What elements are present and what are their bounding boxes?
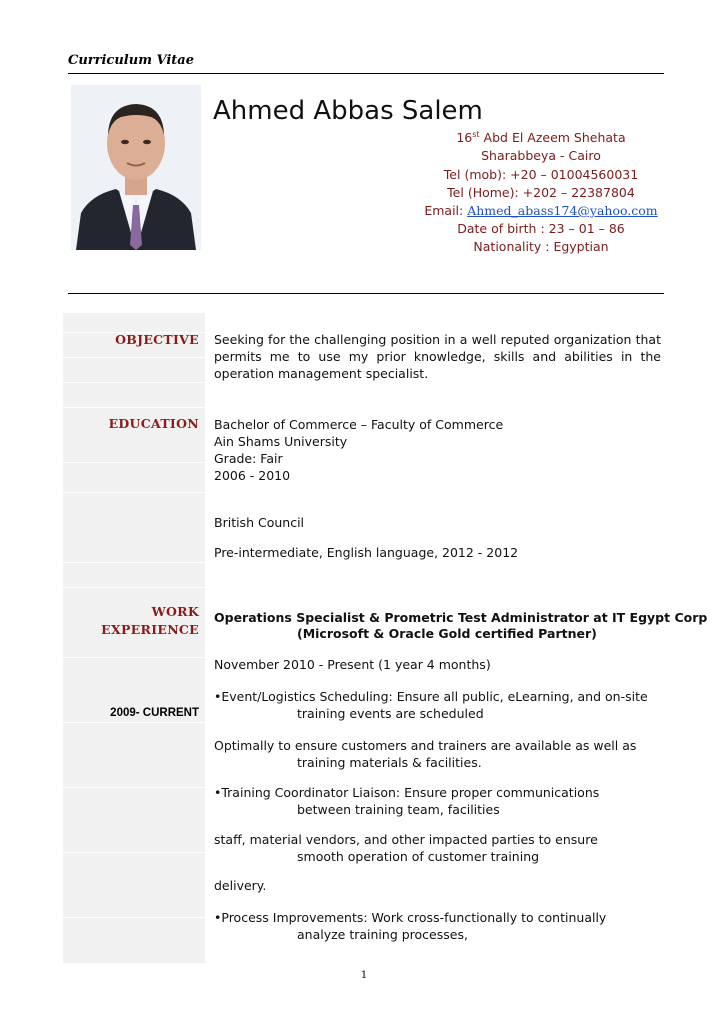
education-years: 2006 - 2010	[214, 468, 291, 483]
home-phone: Tel (Home): +202 – 22387804	[447, 184, 635, 200]
mobile-phone: Tel (mob): +20 – 01004560031	[443, 166, 639, 182]
email-link[interactable]: Ahmed_abass174@yahoo.com	[467, 202, 658, 218]
duty-optimal-scheduling: Optimally to ensure customers and trainers are available as well as training materials & facilities.	[214, 738, 637, 770]
job-company-note: (Microsoft & Oracle Gold certified Partner)	[297, 626, 597, 641]
profile-photo	[71, 85, 201, 250]
contact-block	[412, 126, 670, 257]
education-heading: EDUCATION	[108, 416, 199, 431]
job-title: Operations Specialist & Prometric Test Administrator at IT Egypt Corp	[214, 610, 708, 625]
duty-delivery: delivery.	[214, 878, 267, 893]
page-number: 1	[360, 970, 368, 981]
duty-event-scheduling: •Event/Logistics Scheduling: Ensure all public, eLearning, and on-site training events are scheduled	[214, 689, 648, 721]
candidate-name: Ahmed Abbas Salem	[213, 96, 483, 126]
objective-text: Seeking for the challenging position in a well reputed organization that permits me to use my prior knowledge, skills and abilities in the operation management specialist.	[214, 332, 661, 381]
date-of-birth: Date of birth : 23 – 01 – 86	[457, 221, 625, 237]
course-detail: Pre-intermediate, English language, 2012 - 2012	[214, 545, 519, 560]
contact-divider	[68, 293, 664, 294]
work-experience-heading: WORK EXPERIENCE	[101, 604, 199, 637]
education-grade: Grade: Fair	[214, 451, 283, 466]
header-divider	[68, 73, 664, 74]
nationality: Nationality : Egyptian	[473, 239, 609, 255]
duty-process-improvements: •Process Improvements: Work cross-functionally to continually analyze training processes,	[214, 910, 607, 942]
duty-training-liaison: •Training Coordinator Liaison: Ensure proper communications between training team, facilities	[214, 785, 600, 817]
work-period: 2009- CURRENT	[110, 707, 199, 719]
duty-stakeholders: staff, material vendors, and other impacted parties to ensure smooth operation of customer training	[214, 832, 598, 864]
email-line: Email: Ahmed_abass174@yahoo.com	[424, 202, 658, 218]
objective-heading: OBJECTIVE	[115, 332, 199, 347]
job-duration: November 2010 - Present (1 year 4 months)	[214, 657, 491, 672]
course-institute: British Council	[214, 515, 305, 530]
address-line-1: 16st Abd El Azeem Shehata	[456, 130, 626, 146]
document-title: Curriculum Vitae	[68, 53, 194, 68]
address-line-2: Sharabbeya - Cairo	[481, 148, 601, 164]
education-university: Ain Shams University	[214, 434, 348, 449]
education-degree: Bachelor of Commerce – Faculty of Commerce	[214, 417, 504, 432]
